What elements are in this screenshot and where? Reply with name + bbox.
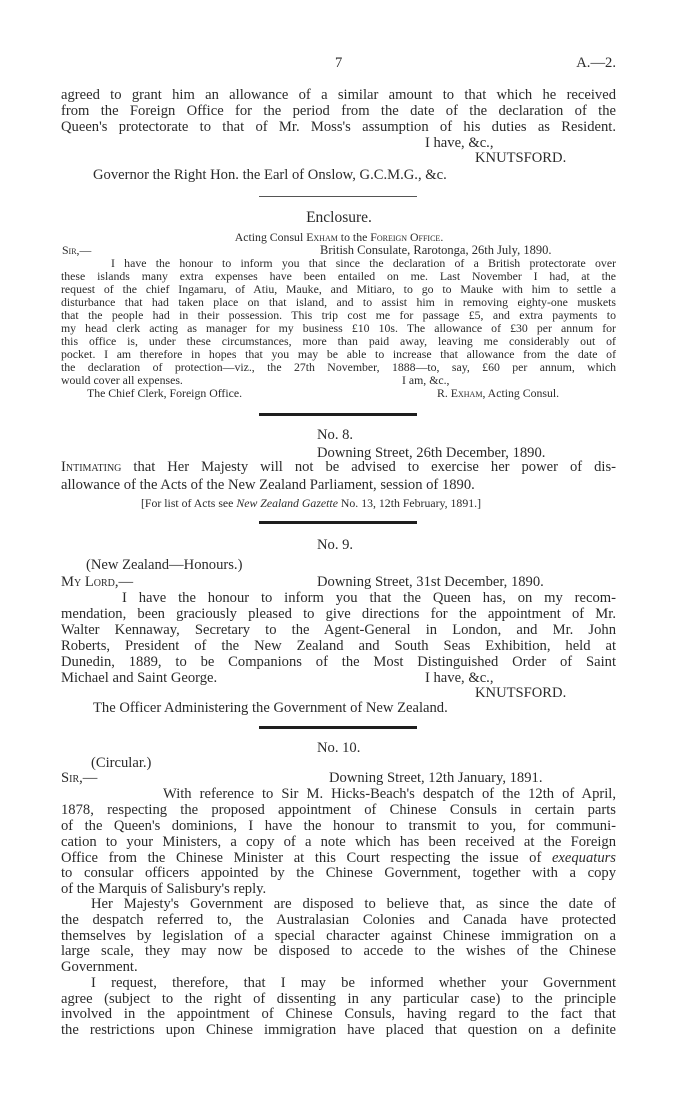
address-date: Downing Street, 12th January, 1891.	[329, 770, 543, 786]
heading-name: Exham	[306, 230, 338, 244]
body-line: large scale, they may now be disposed to accede to the wishes of the Chinese	[61, 943, 616, 959]
body-text: that Her Majesty will not be advised to exercise her power of dis-	[121, 459, 616, 475]
body-line: Dunedin, 1889, to be Companions of the Most Distinguished Order of Saint	[61, 654, 616, 670]
body-line: Government.	[61, 959, 138, 975]
enclosure-heading	[0, 230, 678, 244]
note-text: [For list of Acts see	[141, 496, 237, 510]
body-line: Walter Kennaway, Secretary to the Agent-General in London, and Mr. John	[61, 622, 616, 638]
address-date: Downing Street, 31st December, 1890.	[317, 574, 544, 590]
body-line: of the Queen's dominions, I have the honour to transmit to you, for communi-	[61, 818, 616, 834]
body-line: pocket. I am therefore in hopes that you may be able to increase that allowance from the date of	[61, 347, 616, 361]
signatory-title: , Acting Consul.	[482, 386, 560, 400]
salutation: Sir,—	[61, 770, 98, 786]
signature: KNUTSFORD.	[475, 150, 567, 166]
addressee: The Officer Administering the Government of New Zealand.	[93, 700, 448, 716]
body-line: Queen's protectorate to that of Mr. Moss's assumption of his duties as Resident.	[61, 119, 616, 135]
enclosure-title: Enclosure.	[306, 209, 372, 226]
despatch-number: No. 9.	[317, 537, 354, 553]
body-line: these islands many extra expenses have been entailed on me. Last November I had, at the	[61, 269, 616, 283]
body-line: I have the honour to inform you that since the declaration of a British protectorate over	[111, 256, 616, 270]
body-line: themselves by legislation of a special character against Chinese immigration on a	[61, 928, 616, 944]
body-line: Roberts, President of the New Zealand and South Seas Exhibition, held at	[61, 638, 616, 654]
signature: KNUTSFORD.	[475, 685, 567, 701]
body-line: this office is, under these circumstances, more than paid away, leaving me considerably out of	[61, 334, 616, 348]
note-text: No. 13, 12th February, 1891.]	[337, 496, 482, 510]
document-reference: A.—2.	[576, 55, 616, 71]
body-text: Office from the Chinese Minister at this Court respecting the issue of	[61, 850, 552, 866]
body-line: my head clerk acting as manager for my business £10 10s. The allowance of £30 per annum for	[61, 321, 616, 335]
body-line: With reference to Sir M. Hicks-Beach's despatch of the 12th of April,	[163, 786, 616, 802]
subject: (New Zealand—Honours.)	[86, 557, 243, 573]
body-line: of the Marquis of Salisbury's reply.	[61, 881, 267, 897]
body-line: request of the chief Ingamaru, of Atiu, Mauke, and Mitiaro, to go to Mauke with him to settle a	[61, 282, 616, 296]
heading-text: Acting Consul	[234, 230, 307, 244]
body-line: the restrictions upon Chinese immigration have placed that question on a definite	[61, 1022, 616, 1038]
body-line: would cover all expenses.	[61, 373, 183, 387]
body-line: 1878, respecting the proposed appointment of Chinese Consuls in certain parts	[61, 802, 616, 818]
body-line: I have the honour to inform you that the Queen has, on my recom-	[122, 590, 616, 606]
body-line: the despatch referred to, the Australasian Colonies and Canada have protected	[61, 912, 616, 928]
closing: I have, &c.,	[425, 135, 494, 151]
salutation: My Lord,—	[61, 574, 134, 590]
address-date: Downing Street, 26th December, 1890.	[317, 445, 546, 461]
gazette-title: New Zealand Gazette	[236, 496, 338, 510]
body-line: Her Majesty's Government are disposed to believe that, as since the date of	[91, 896, 616, 912]
section-divider	[259, 196, 417, 197]
body-line: disturbance that had taken place on that island, and to assist him in removing eighty-one muskets	[61, 295, 616, 309]
addressee: Governor the Right Hon. the Earl of Onslow, G.C.M.G., &c.	[93, 167, 447, 183]
section-divider	[259, 413, 417, 416]
body-line: that the people had in their possession. This trip cost me for passage £5, and extra payments to	[61, 308, 616, 322]
body-line: involved in the appointment of Chinese Consuls, having regard to the fact that	[61, 1006, 616, 1022]
page-number: 7	[335, 55, 343, 71]
lead-word: Intimating	[61, 459, 122, 475]
heading-text: to the	[337, 230, 371, 244]
signatory-name: Exham	[450, 386, 483, 400]
signatory-initial: R.	[437, 386, 451, 400]
body-line: Michael and Saint George.	[61, 670, 218, 686]
section-divider	[259, 521, 417, 524]
body-line: allowance of the Acts of the New Zealand Parliament, session of 1890.	[61, 477, 475, 493]
body-line: to consular officers appointed by the Chinese Government, together with a copy	[61, 865, 616, 881]
signatory	[437, 386, 559, 400]
body-line	[61, 458, 616, 476]
body-line: I request, therefore, that I may be informed whether your Government	[91, 975, 616, 991]
body-line: cation to your Ministers, a copy of a note which has been received at the Foreign	[61, 834, 616, 850]
body-line: mendation, been graciously pleased to give directions for the appointment of Mr.	[61, 606, 616, 622]
address-date: British Consulate, Rarotonga, 26th July, 1890.	[320, 243, 552, 257]
body-line: the declaration of protection—viz., the 27th November, 1888—to, say, £60 per annum, which	[61, 360, 616, 374]
body-line: agreed to grant him an allowance of a similar amount to that which he received	[61, 87, 616, 103]
body-line: from the Foreign Office for the period from the date of the declaration of the	[61, 103, 616, 119]
footnote	[141, 496, 481, 510]
closing: I have, &c.,	[425, 670, 494, 686]
salutation: Sir,—	[62, 243, 92, 257]
heading-office: Foreign Office.	[370, 230, 444, 244]
subject: (Circular.)	[91, 755, 152, 771]
body-line: agree (subject to the right of dissenting in any particular case) to the principle	[61, 991, 616, 1007]
italic-term: exequaturs	[551, 850, 616, 866]
despatch-number: No. 10.	[317, 740, 361, 756]
addressee: The Chief Clerk, Foreign Office.	[87, 386, 243, 400]
despatch-number: No. 8.	[317, 427, 354, 443]
section-divider	[259, 726, 417, 729]
closing: I am, &c.,	[402, 373, 450, 387]
